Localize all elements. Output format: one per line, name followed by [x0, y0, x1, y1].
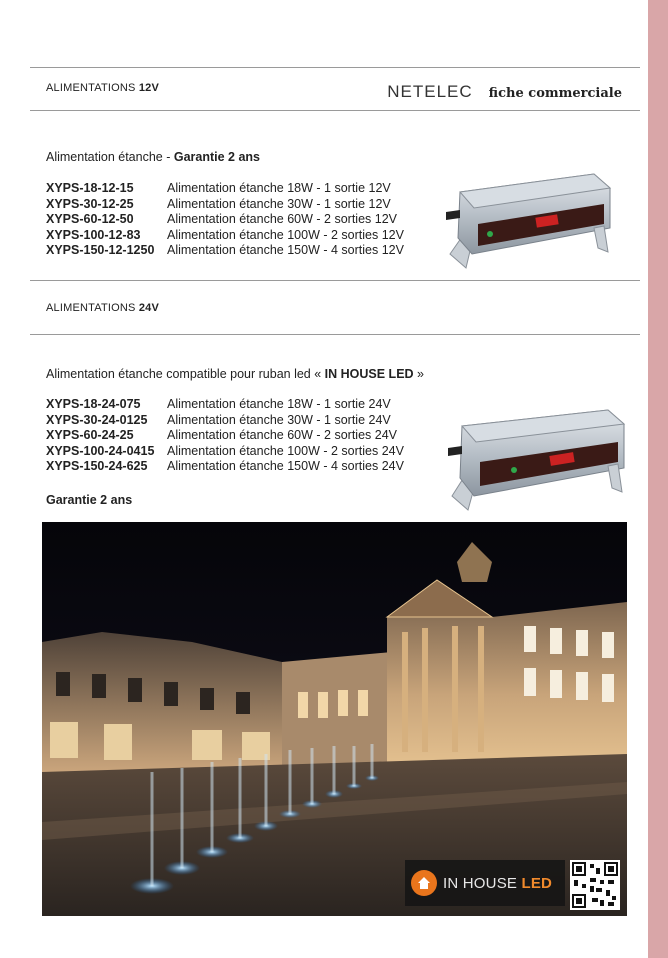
product-code: XYPS-18-24-075	[46, 397, 141, 411]
product-desc: Alimentation étanche 30W - 1 sortie 12V	[167, 196, 391, 211]
product-code: XYPS-60-12-50	[46, 212, 134, 226]
logo-text-accent: LED	[521, 874, 553, 892]
section-label-voltage: 24V	[138, 302, 160, 314]
product-code: XYPS-150-24-625	[46, 459, 148, 473]
product-desc: Alimentation étanche 18W - 1 sortie 12V	[167, 181, 391, 195]
intro-12v-guarantee: Garantie 2 ans	[173, 150, 261, 164]
night-square-photo	[42, 522, 627, 916]
sidebar-color-strip	[648, 0, 668, 958]
product-code: XYPS-60-24-25	[46, 428, 134, 442]
intro-24v-brand: IN HOUSE LED	[324, 367, 414, 381]
product-row	[46, 428, 404, 444]
product-row	[46, 397, 404, 413]
product-row	[46, 444, 404, 460]
product-list-24v	[46, 397, 404, 475]
brand-name: NETELEC	[387, 82, 473, 101]
product-desc: Alimentation étanche 60W - 2 sorties 24V	[167, 428, 397, 442]
product-desc: Alimentation étanche 60W - 2 sorties 12V	[167, 212, 397, 226]
section-divider	[30, 334, 640, 335]
intro-24v	[46, 367, 424, 381]
house-icon	[411, 870, 437, 896]
product-row	[46, 243, 404, 259]
section-label-text: ALIMENTATIONS	[46, 82, 139, 94]
house-icon-glyph	[416, 875, 432, 891]
product-row	[46, 181, 404, 197]
product-code: XYPS-18-12-15	[46, 181, 134, 195]
qr-code-icon	[570, 860, 620, 910]
product-desc: Alimentation étanche 100W - 2 sorties 24V	[167, 443, 404, 458]
section-label-text: ALIMENTATIONS	[46, 302, 139, 314]
product-desc: Alimentation étanche 150W - 4 sorties 12V	[167, 243, 404, 257]
header-bottom-rule	[30, 110, 640, 111]
product-desc: Alimentation étanche 100W - 2 sorties 12V	[167, 227, 404, 242]
section-label-12v	[46, 82, 159, 94]
product-row	[46, 228, 404, 244]
product-code: XYPS-100-24-0415	[46, 443, 155, 458]
header-top-rule	[30, 67, 640, 68]
intro-12v-text: Alimentation étanche -	[46, 150, 174, 164]
logo-text-plain: IN HOUSE	[443, 874, 522, 892]
product-desc: Alimentation étanche 30W - 1 sortie 24V	[167, 412, 391, 427]
section-divider	[30, 280, 640, 281]
product-code: XYPS-30-12-25	[46, 196, 134, 211]
product-row	[46, 197, 404, 213]
logo-text	[443, 875, 552, 892]
product-code: XYPS-150-12-1250	[46, 243, 155, 257]
product-code: XYPS-30-24-0125	[46, 412, 148, 427]
power-supply-image	[446, 404, 630, 514]
product-list-12v	[46, 181, 404, 259]
product-desc: Alimentation étanche 18W - 1 sortie 24V	[167, 397, 391, 411]
guarantee-note: Garantie 2 ans	[46, 493, 133, 507]
product-row	[46, 413, 404, 429]
section-label-voltage: 12V	[138, 82, 160, 94]
photo-illustration	[42, 522, 627, 916]
section-label-24v	[46, 302, 159, 314]
product-row	[46, 459, 404, 475]
in-house-led-logo	[405, 860, 565, 906]
power-supply-image	[444, 168, 616, 272]
product-desc: Alimentation étanche 150W - 4 sorties 24V	[167, 459, 404, 473]
brand	[387, 82, 622, 102]
product-row	[46, 212, 404, 228]
intro-24v-text: Alimentation étanche compatible pour ruban led «	[46, 367, 325, 381]
intro-12v	[46, 150, 260, 164]
intro-24v-suffix: »	[413, 367, 424, 381]
product-code: XYPS-100-12-83	[46, 227, 141, 242]
brand-subtitle: fiche commerciale	[488, 86, 622, 101]
